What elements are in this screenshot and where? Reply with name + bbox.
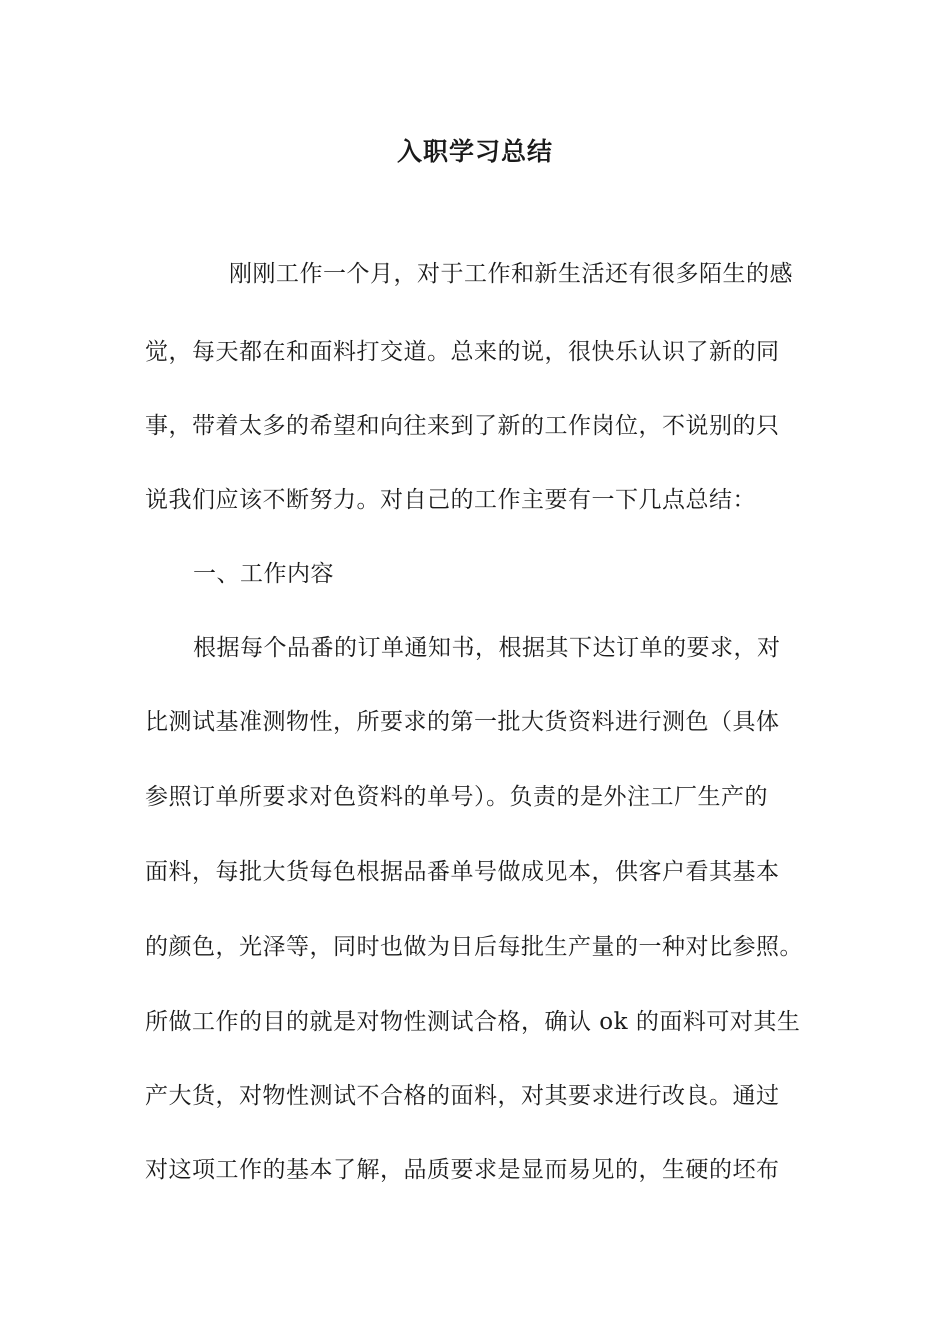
paragraph-line: 产大货，对物性测试不合格的面料，对其要求进行改良。通过 [145,1083,780,1109]
paragraph-line: 根据每个品番的订单通知书，根据其下达订单的要求，对 [193,635,781,661]
paragraph-line: 参照订单所要求对色资料的单号）。负责的是外注工厂生产的 [145,784,768,810]
paragraph-line: 对这项工作的基本了解，品质要求是显而易见的，生硬的坯布 [145,1157,780,1183]
section-heading: 一、工作内容 [193,561,334,587]
paragraph-line: 面料，每批大货每色根据品番单号做成见本，供客户看其基本 [145,859,780,885]
paragraph-line: 事，带着太多的希望和向往来到了新的工作岗位，不说别的只 [145,413,780,439]
paragraph-line: 刚刚工作一个月，对于工作和新生活还有很多陌生的感 [229,261,793,287]
paragraph-line: 说我们应该不断努力。对自己的工作主要有一下几点总结： [145,487,756,513]
paragraph-line: 比测试基准测物性，所要求的第一批大货资料进行测色（具体 [145,709,780,735]
document-title: 入职学习总结 [396,137,553,166]
paragraph-line: 觉，每天都在和面料打交道。总来的说，很快乐认识了新的同 [145,339,780,365]
paragraph-line: 所做工作的目的就是对物性测试合格，确认 ok 的面料可对其生 [145,1009,801,1035]
paragraph-line: 的颜色，光泽等，同时也做为日后每批生产量的一种对比参照。 [145,934,803,960]
